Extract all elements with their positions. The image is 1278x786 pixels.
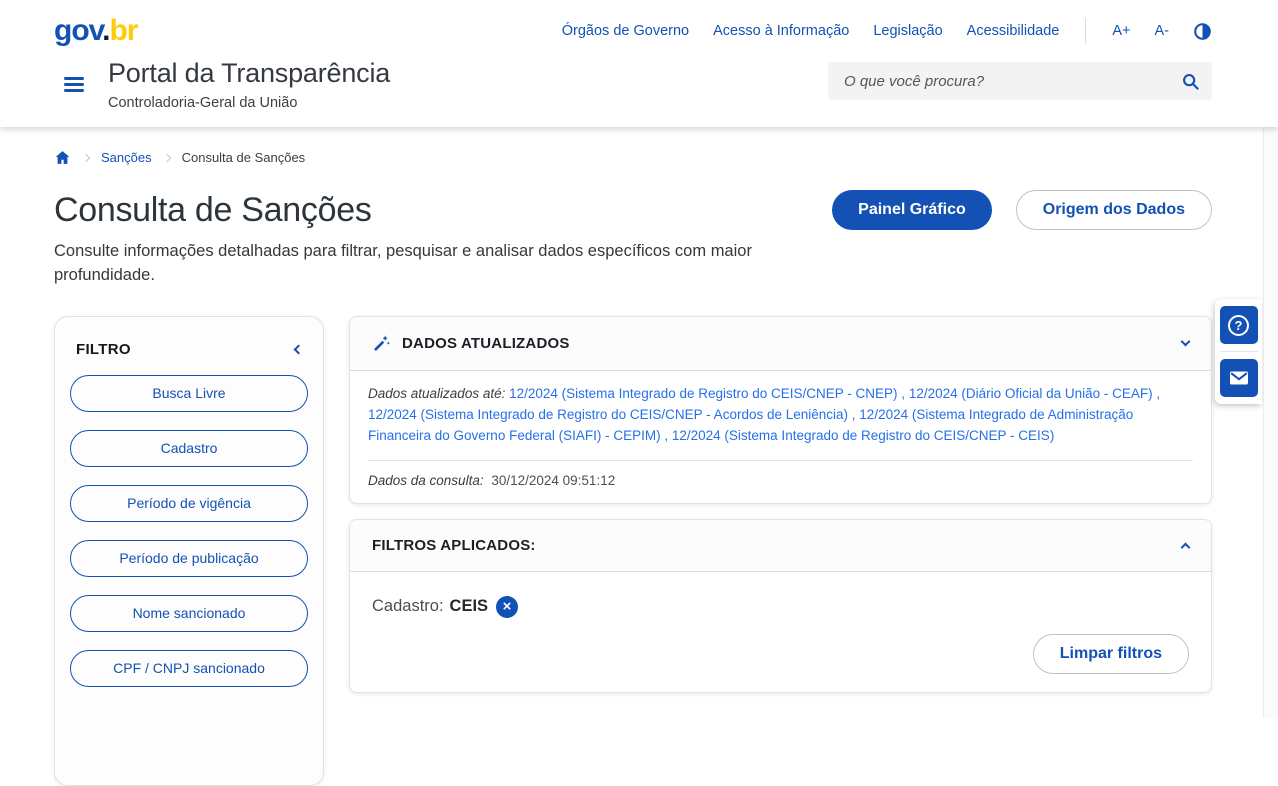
filtros-aplicados-panel <box>349 519 1212 693</box>
filter-button-periodo-vigencia[interactable]: Período de vigência <box>70 485 308 522</box>
site-header <box>0 0 1278 127</box>
link-separator: , <box>1152 385 1161 401</box>
site-title[interactable]: Portal da Transparência <box>108 58 391 88</box>
chevron-down-icon[interactable] <box>1181 337 1191 347</box>
govbr-logo[interactable] <box>54 14 137 48</box>
painel-grafico-button[interactable]: Painel Gráfico <box>832 190 992 230</box>
filter-button-periodo-publicacao[interactable]: Período de publicação <box>70 540 308 577</box>
filtros-aplicados-header[interactable] <box>350 520 1211 572</box>
logo-br: br <box>109 14 138 47</box>
chip-label: Cadastro: <box>372 597 444 616</box>
dados-consulta-value: 30/12/2024 09:51:12 <box>491 472 616 488</box>
data-source-link[interactable]: 12/2024 (Sistema Integrado de Administração Financeira do Governo Federal (SIAFI) - CEPIM) <box>368 406 1134 443</box>
breadcrumb-separator-icon <box>82 153 90 161</box>
home-icon[interactable] <box>54 149 71 166</box>
contact-button[interactable] <box>1220 359 1258 397</box>
dados-atualizados-title: DADOS ATUALIZADOS <box>402 334 570 352</box>
data-source-link[interactable]: 12/2024 (Sistema Integrado de Registro do CEIS/CNEP - CEIS) <box>671 427 1055 443</box>
link-separator: , <box>660 427 672 443</box>
dados-atualizados-panel <box>349 316 1212 504</box>
breadcrumb-sancoes[interactable]: Sanções <box>101 150 152 165</box>
chevron-up-icon[interactable] <box>1181 542 1191 552</box>
filter-button-cpf-cnpj-sancionado[interactable]: CPF / CNPJ sancionado <box>70 650 308 687</box>
hamburger-icon <box>64 83 84 86</box>
filter-button-cadastro[interactable]: Cadastro <box>70 430 308 467</box>
link-separator: , <box>848 406 860 422</box>
collapse-filter-icon[interactable] <box>294 344 304 354</box>
chip-value: CEIS <box>449 597 489 616</box>
widget-divider <box>1220 351 1258 352</box>
data-source-link[interactable]: 12/2024 (Diário Oficial da União - CEAF) <box>908 385 1153 401</box>
search-box[interactable] <box>828 62 1212 100</box>
breadcrumb-current: Consulta de Sanções <box>181 150 306 165</box>
help-button[interactable] <box>1220 306 1258 344</box>
nav-legislacao[interactable]: Legislação <box>873 23 943 39</box>
page-description: Consulte informações detalhadas para filtrar, pesquisar e analisar dados específicos com maior profundidade. <box>54 242 752 284</box>
data-source-link[interactable]: 12/2024 (Sistema Integrado de Registro do CEIS/CNEP - CNEP) <box>509 385 898 401</box>
nav-acessibilidade[interactable]: Acessibilidade <box>966 23 1060 39</box>
data-source-link[interactable]: 12/2024 (Sistema Integrado de Registro do CEIS/CNEP - Acordos de Leniência) <box>368 406 849 422</box>
magic-wand-icon <box>372 334 391 353</box>
brand <box>54 58 390 111</box>
filtros-aplicados-title: FILTROS APLICADOS: <box>372 536 536 554</box>
dados-atualizados-label: Dados atualizados até: <box>368 385 506 401</box>
question-mark-icon: ? <box>1228 315 1249 336</box>
applied-filter-chip <box>372 596 1189 618</box>
logo-dot: . <box>102 14 110 47</box>
dados-atualizados-header[interactable] <box>350 317 1211 371</box>
contrast-icon[interactable] <box>1193 22 1212 41</box>
dados-consulta-label: Dados da consulta: <box>368 472 484 488</box>
link-separator: , <box>897 385 909 401</box>
page-title: Consulta de Sanções <box>54 190 372 229</box>
font-increase-button[interactable]: A+ <box>1112 23 1131 39</box>
nav-orgaos-de-governo[interactable]: Órgãos de Governo <box>561 23 690 39</box>
remove-filter-icon[interactable]: × <box>496 596 518 618</box>
filter-title: FILTRO <box>76 340 131 358</box>
envelope-icon <box>1227 366 1251 390</box>
search-icon[interactable] <box>1181 72 1200 91</box>
filter-panel <box>54 316 324 786</box>
nav-acesso-a-informacao[interactable]: Acesso à Informação <box>713 23 850 39</box>
filter-button-nome-sancionado[interactable]: Nome sancionado <box>70 595 308 632</box>
site-subtitle: Controladoria-Geral da União <box>108 95 298 111</box>
search-input[interactable] <box>844 73 1181 90</box>
breadcrumb <box>54 149 1212 166</box>
breadcrumb-separator-icon <box>162 153 170 161</box>
font-decrease-button[interactable]: A- <box>1154 23 1169 39</box>
filter-button-busca-livre[interactable]: Busca Livre <box>70 375 308 412</box>
floating-help-widgets <box>1215 299 1262 404</box>
menu-button[interactable] <box>60 71 88 98</box>
limpar-filtros-button[interactable]: Limpar filtros <box>1033 634 1189 674</box>
origem-dos-dados-button[interactable]: Origem dos Dados <box>1016 190 1212 230</box>
nav-divider <box>1085 18 1086 44</box>
logo-gov: gov <box>54 14 103 47</box>
top-nav <box>562 18 1212 44</box>
